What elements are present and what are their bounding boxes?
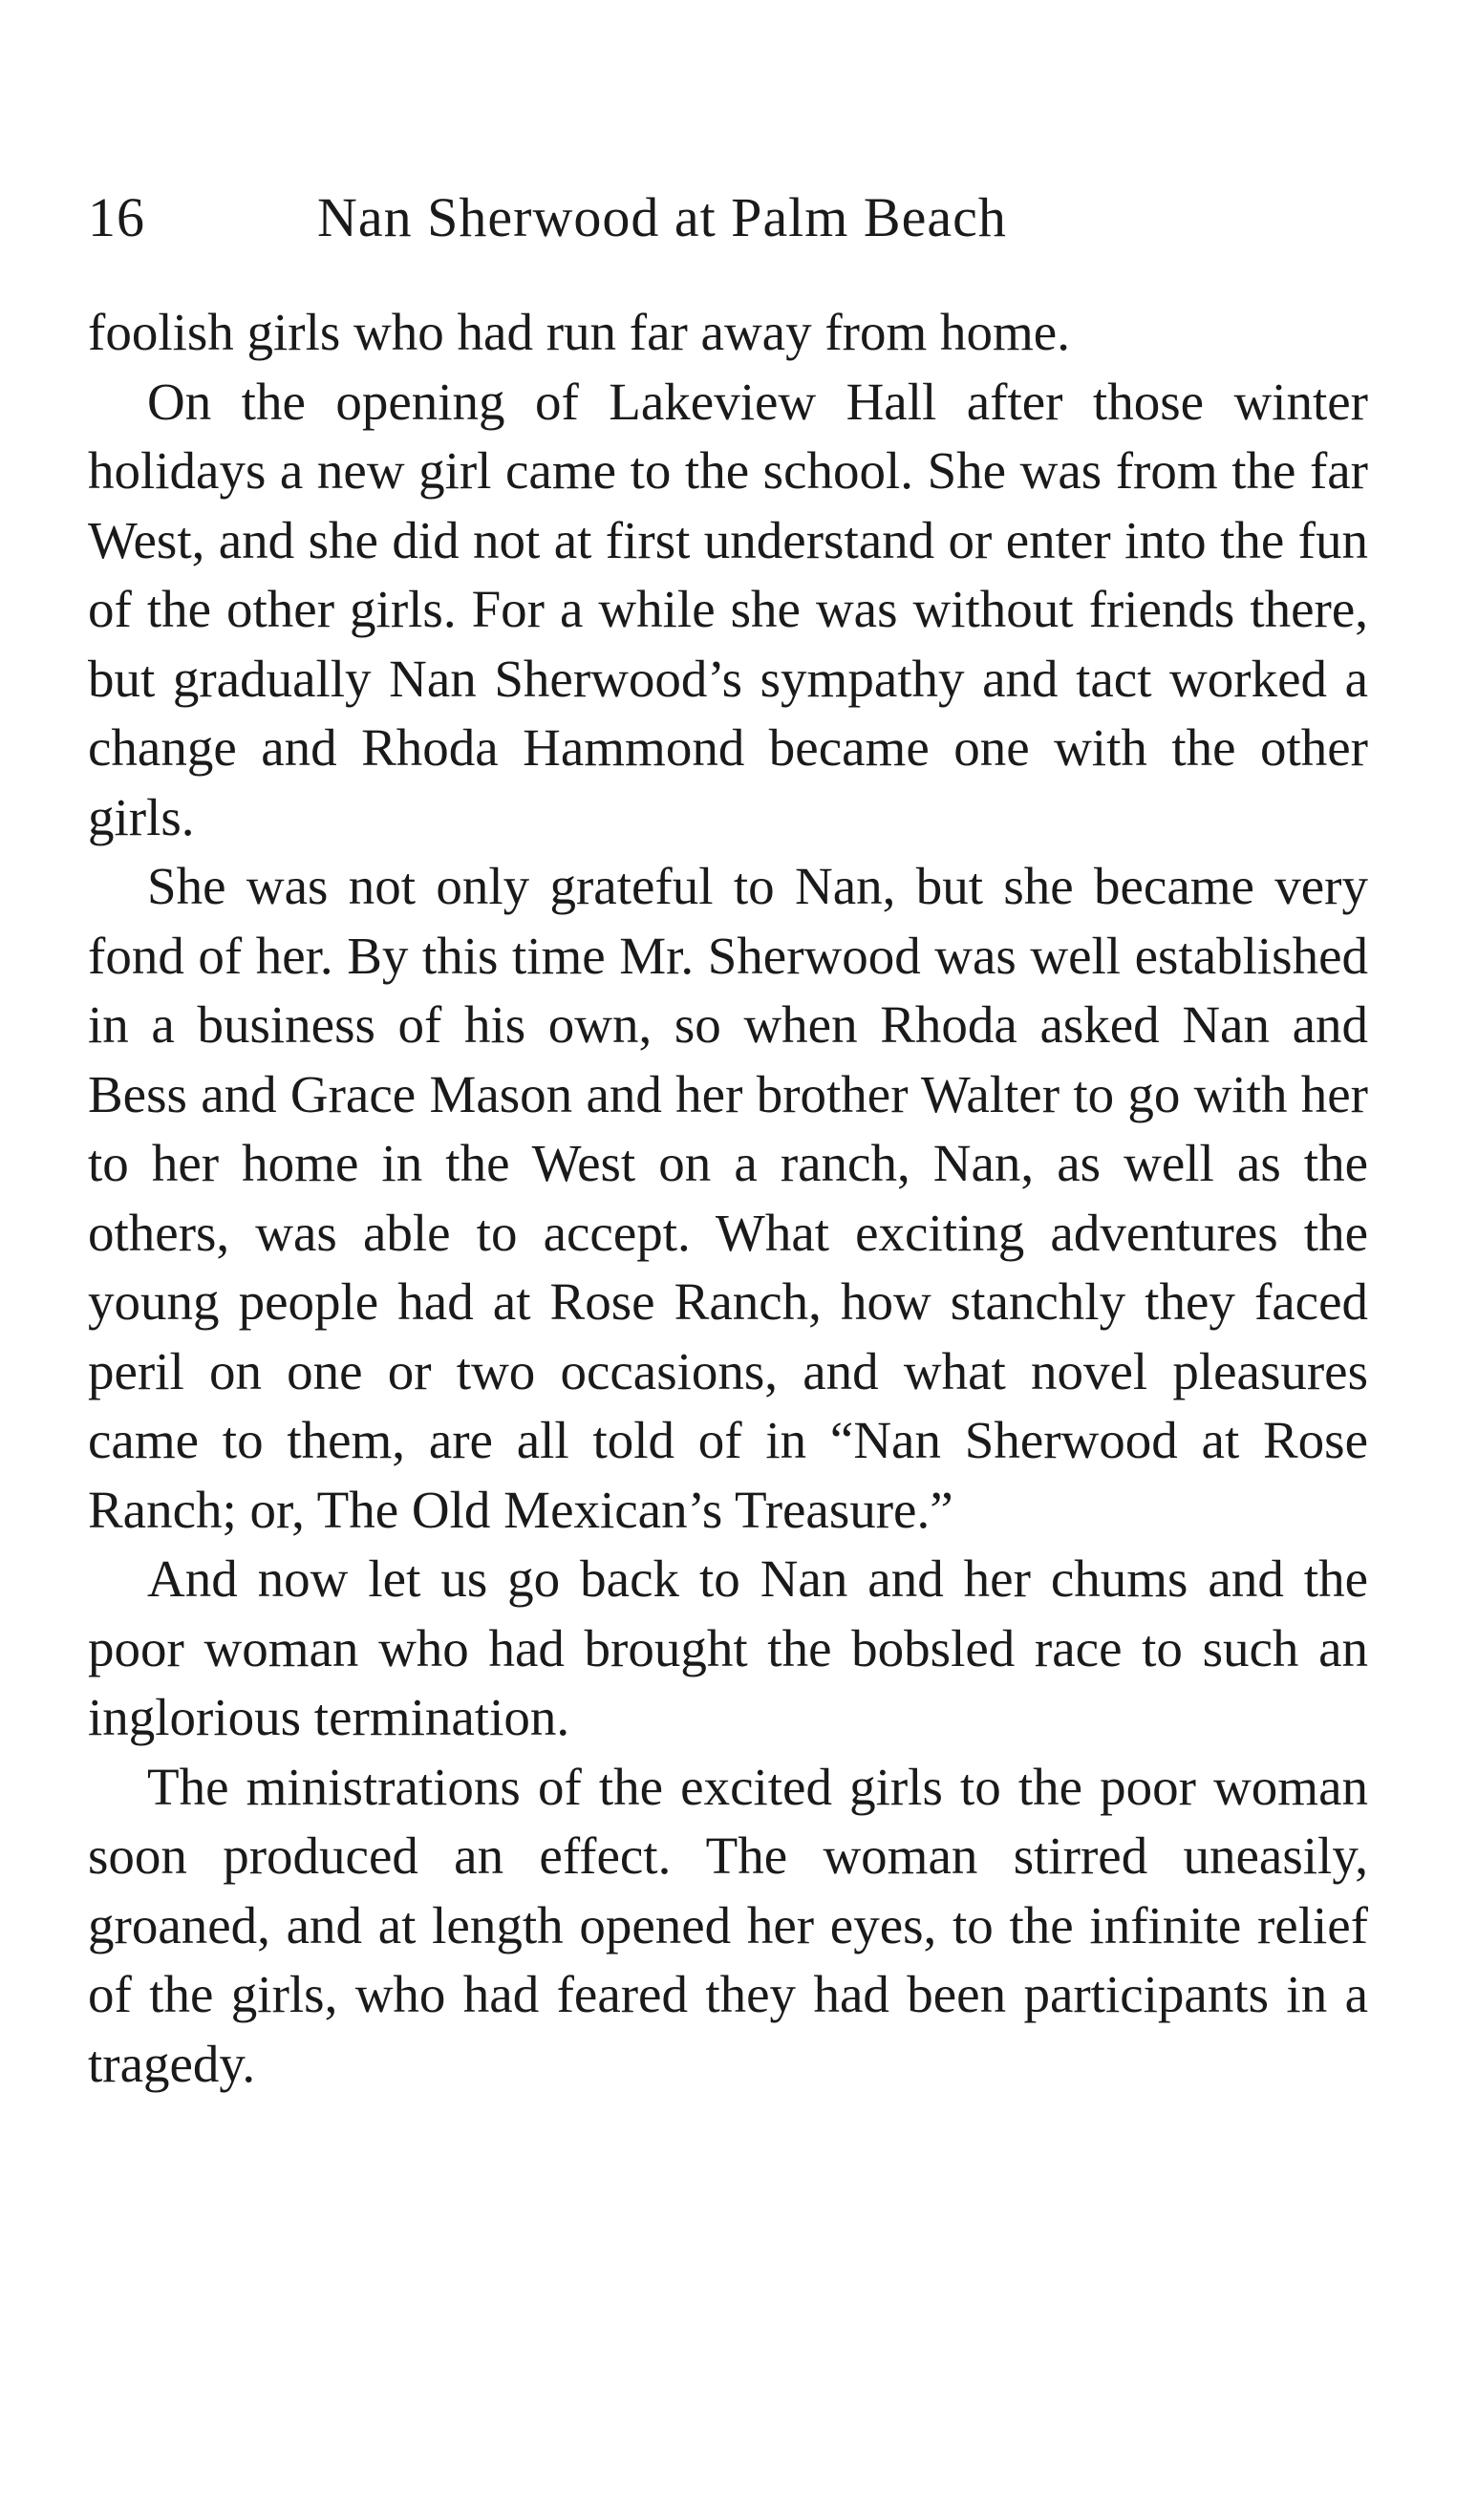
paragraph: On the opening of Lakeview Hall after those winter holidays a new girl came to the school. She was from the far West, and she did not at first understand or enter into the fun of the other girls. For a while she was without friends there, but gradually Nan Sherwood’s sympathy and tact worked a change and Rhoda Hammond became one with the other girls.: [88, 372, 1368, 846]
running-title: Nan Sherwood at Palm Beach: [317, 186, 1007, 248]
paragraph-continued: foolish girls who had run far away from home.: [88, 303, 1070, 361]
paragraph: The ministrations of the excited girls to the poor woman soon produced an effect. The woman stirred uneasily, groaned, and at length opened her eyes, to the infinite relief of the girls, who had feared they had been participants in a tragedy.: [88, 1757, 1368, 2093]
paragraph: She was not only grateful to Nan, but she became very fond of her. By this time Mr. Sherwood was well established in a business of his own, so when Rhoda asked Nan and Bess and Grace Mason and her brother Walter to go with her to her home in the West on a ranch, Nan, as well as the others, was able to accept. What exciting adventures the young people had at Rose Ranch, how stanchly they faced peril on one or two occasions, and what novel pleasures came to them, are all told of in “Nan Sherwood at Rose Ranch; or, The Old Mexican’s Treasure.”: [88, 857, 1368, 1539]
page-number: 16: [88, 186, 145, 248]
paragraph: And now let us go back to Nan and her chums and the poor woman who had brought the bobsled race to such an inglorious termination.: [88, 1549, 1368, 1746]
body-text: [88, 298, 1368, 2099]
running-head: [88, 180, 1378, 256]
